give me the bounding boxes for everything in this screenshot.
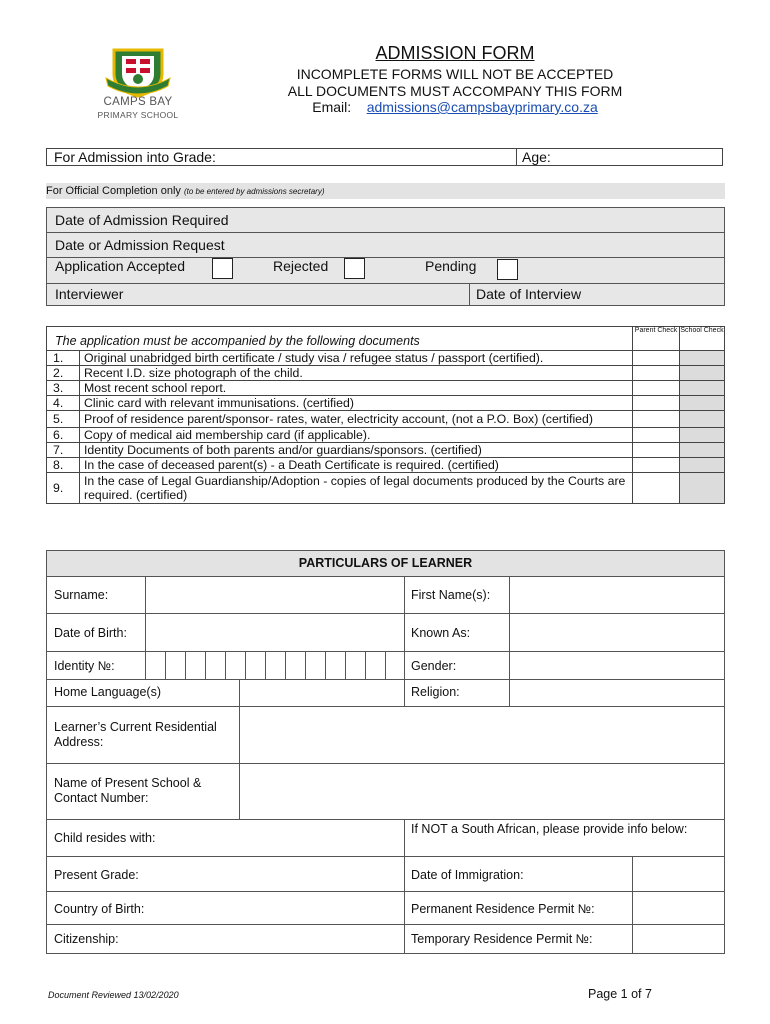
email-link[interactable]: admissions@campsbayprimary.co.za bbox=[366, 99, 598, 115]
documents-heading: The application must be accompanied by the following documents bbox=[47, 327, 633, 351]
page-number: Page 1 of 7 bbox=[588, 987, 652, 1001]
doc-text: Most recent school report. bbox=[80, 381, 633, 396]
school-check-cell[interactable] bbox=[680, 458, 725, 473]
school-check-cell[interactable] bbox=[680, 351, 725, 366]
parent-check-cell[interactable] bbox=[633, 473, 680, 504]
date-required-label: Date of Admission Required bbox=[55, 212, 229, 228]
religion-input[interactable] bbox=[510, 680, 723, 705]
accepted-label: Application Accepted bbox=[55, 258, 185, 274]
notice-documents: ALL DOCUMENTS MUST ACCOMPANY THIS FORM bbox=[287, 83, 623, 99]
doc-num: 5. bbox=[47, 411, 80, 428]
email-label: Email: bbox=[312, 99, 352, 115]
pending-checkbox[interactable] bbox=[497, 259, 518, 280]
parent-check-cell[interactable] bbox=[633, 458, 680, 473]
doc-text: Proof of residence parent/sponsor- rates, water, electricity account, (not a P.O. Box) (certified) bbox=[80, 411, 633, 428]
date-request-label: Date or Admission Request bbox=[55, 237, 225, 253]
accepted-checkbox[interactable] bbox=[212, 258, 233, 279]
grade-age-row bbox=[46, 148, 723, 166]
home-language-input[interactable] bbox=[240, 680, 403, 705]
address-label: Learner’s Current Residential Address: bbox=[54, 720, 217, 749]
date-interview-label[interactable]: Date of Interview bbox=[476, 286, 582, 302]
citizenship-label: Citizenship: bbox=[54, 932, 119, 946]
parent-check-cell[interactable] bbox=[633, 351, 680, 366]
doc-text: In the case of deceased parent(s) - a Death Certificate is required. (certified) bbox=[80, 458, 633, 473]
present-school-label: Name of Present School & Contact Number: bbox=[54, 776, 202, 805]
doc-num: 6. bbox=[47, 428, 80, 443]
parent-check-cell[interactable] bbox=[633, 411, 680, 428]
first-names-label: First Name(s): bbox=[411, 588, 491, 602]
learner-title: PARTICULARS OF LEARNER bbox=[47, 551, 724, 577]
document-row bbox=[47, 351, 725, 366]
known-as-label: Known As: bbox=[411, 626, 471, 640]
doc-text: Recent I.D. size photograph of the child. bbox=[80, 366, 633, 381]
school-check-cell[interactable] bbox=[680, 366, 725, 381]
present-school-input[interactable] bbox=[240, 764, 723, 818]
first-names-input[interactable] bbox=[510, 577, 723, 612]
religion-label: Religion: bbox=[411, 685, 460, 699]
doc-text: In the case of Legal Guardianship/Adoption - copies of legal documents produced by the Courts are required. (certified) bbox=[80, 473, 633, 504]
form-title: ADMISSION FORM bbox=[375, 43, 535, 63]
document-row bbox=[47, 396, 725, 411]
document-row bbox=[47, 458, 725, 473]
documents-table bbox=[46, 326, 725, 504]
school-check-cell[interactable] bbox=[680, 411, 725, 428]
doc-text: Original unabridged birth certificate / study visa / refugee status / passport (certified). bbox=[80, 351, 633, 366]
doc-num: 4. bbox=[47, 396, 80, 411]
perm-permit-label: Permanent Residence Permit №: bbox=[411, 902, 595, 916]
date-immigration-label: Date of Immigration: bbox=[411, 868, 524, 882]
official-table bbox=[46, 207, 725, 306]
parent-check-cell[interactable] bbox=[633, 366, 680, 381]
doc-num: 2. bbox=[47, 366, 80, 381]
official-band bbox=[46, 183, 725, 199]
address-input[interactable] bbox=[240, 707, 723, 762]
school-check-cell[interactable] bbox=[680, 443, 725, 458]
school-name-sub: PRIMARY SCHOOL bbox=[97, 110, 179, 120]
learner-table bbox=[46, 550, 725, 954]
doc-text: Copy of medical aid membership card (if applicable). bbox=[80, 428, 633, 443]
school-check-cell[interactable] bbox=[680, 381, 725, 396]
interviewer-label[interactable]: Interviewer bbox=[55, 286, 124, 302]
document-row bbox=[47, 428, 725, 443]
pending-label: Pending bbox=[425, 258, 477, 274]
doc-num: 9. bbox=[47, 473, 80, 504]
email-line bbox=[240, 99, 670, 115]
doc-text: Clinic card with relevant immunisations. (certified) bbox=[80, 396, 633, 411]
document-row bbox=[47, 381, 725, 396]
parent-check-cell[interactable] bbox=[633, 443, 680, 458]
doc-num: 7. bbox=[47, 443, 80, 458]
surname-label: Surname: bbox=[54, 588, 109, 602]
not-sa-label: If NOT a South African, please provide info below: bbox=[411, 822, 688, 836]
parent-check-cell[interactable] bbox=[633, 396, 680, 411]
dob-label: Date of Birth: bbox=[54, 626, 127, 640]
doc-text: Identity Documents of both parents and/or guardians/sponsors. (certified) bbox=[80, 443, 633, 458]
gender-input[interactable] bbox=[510, 652, 723, 678]
document-row bbox=[47, 443, 725, 458]
doc-num: 3. bbox=[47, 381, 80, 396]
parent-check-header: Parent Check bbox=[633, 327, 680, 351]
footer-reviewed: Document Reviewed 13/02/2020 bbox=[48, 990, 179, 1000]
notice-incomplete: INCOMPLETE FORMS WILL NOT BE ACCEPTED bbox=[296, 66, 614, 82]
surname-input[interactable] bbox=[146, 577, 403, 612]
official-label: For Official Completion only bbox=[46, 185, 181, 197]
identity-label: Identity №: bbox=[54, 659, 115, 673]
official-note: (to be entered by admissions secretary) bbox=[183, 187, 325, 196]
home-language-label: Home Language(s) bbox=[54, 685, 162, 699]
school-check-cell[interactable] bbox=[680, 428, 725, 443]
parent-check-cell[interactable] bbox=[633, 381, 680, 396]
resides-with-label: Child resides with: bbox=[54, 831, 156, 845]
temp-permit-input[interactable] bbox=[633, 925, 723, 953]
school-name: CAMPS BAY bbox=[103, 96, 173, 108]
known-as-input[interactable] bbox=[510, 614, 723, 650]
date-immigration-input[interactable] bbox=[633, 857, 723, 890]
doc-num: 8. bbox=[47, 458, 80, 473]
temp-permit-label: Temporary Residence Permit №: bbox=[411, 932, 593, 946]
country-birth-label: Country of Birth: bbox=[54, 902, 145, 916]
rejected-label: Rejected bbox=[273, 258, 329, 274]
school-check-header: School Check bbox=[680, 327, 725, 351]
document-row bbox=[47, 411, 725, 428]
dob-input[interactable] bbox=[146, 614, 403, 650]
gender-label: Gender: bbox=[411, 659, 457, 673]
present-grade-label: Present Grade: bbox=[54, 868, 139, 882]
school-crest-icon bbox=[98, 44, 178, 100]
doc-num: 1. bbox=[47, 351, 80, 366]
school-logo bbox=[97, 44, 179, 120]
grade-label[interactable]: For Admission into Grade: bbox=[54, 149, 216, 165]
parent-check-cell[interactable] bbox=[633, 428, 680, 443]
school-check-cell[interactable] bbox=[680, 473, 725, 504]
school-check-cell[interactable] bbox=[680, 396, 725, 411]
age-label[interactable]: Age: bbox=[522, 149, 551, 165]
document-row bbox=[47, 473, 725, 504]
document-row bbox=[47, 366, 725, 381]
perm-permit-input[interactable] bbox=[633, 892, 723, 923]
rejected-checkbox[interactable] bbox=[344, 258, 365, 279]
